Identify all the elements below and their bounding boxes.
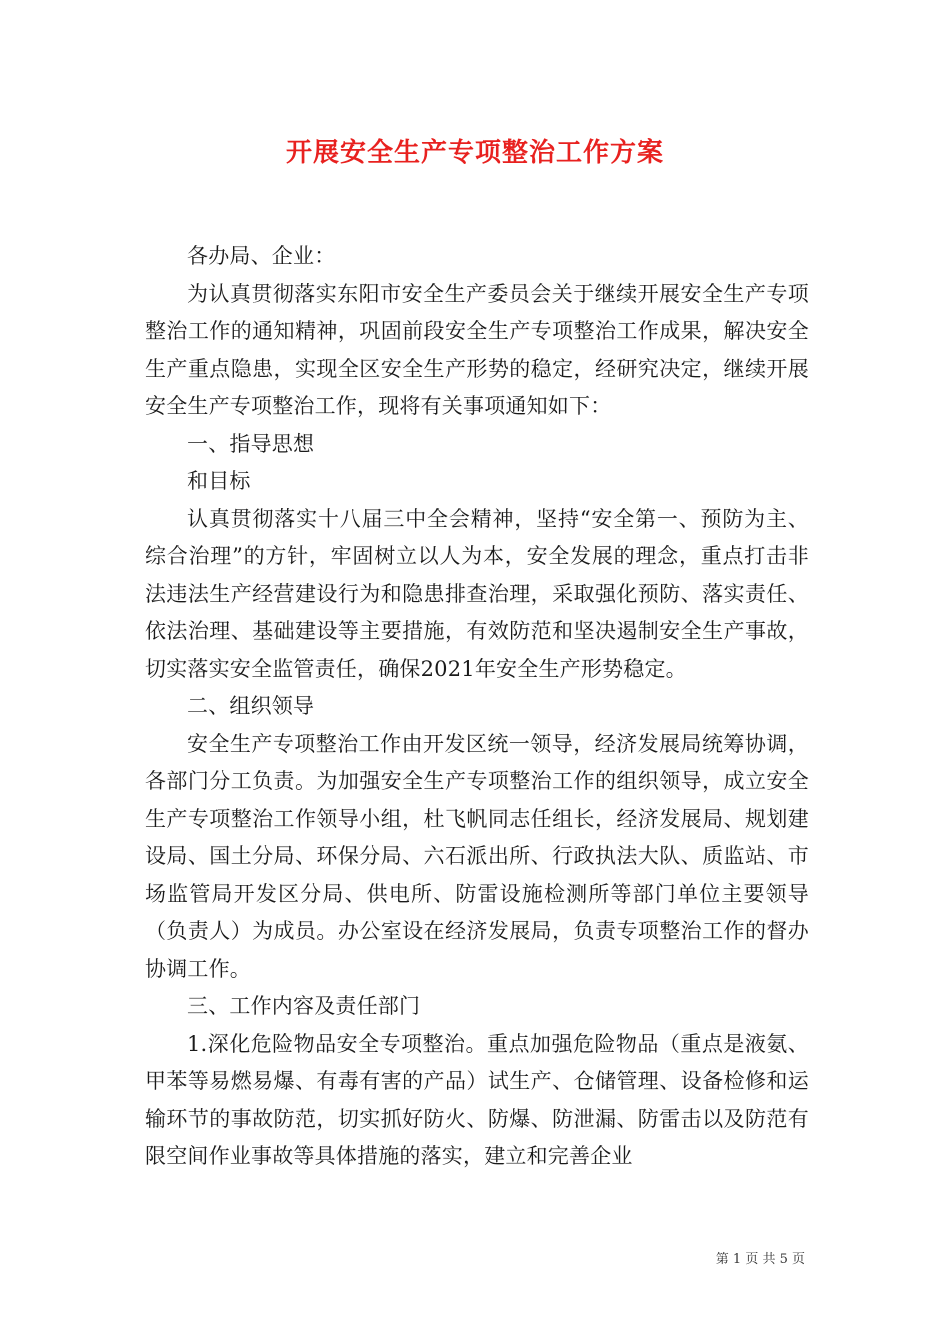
section-heading-1: 一、指导思想 [187,431,315,456]
section-heading-2: 二、组织领导 [187,694,315,718]
work-content-paragraph-1: 1.深化危险物品安全专项整治。重点加强危险物品（重点是液氨、甲苯等易燃易爆、有毒有害的产品）试生产、仓储管理、设备检修和运输环节的事故防范，切实抓好防火、防爆、防泄漏、防雷击以及防范有限空间作业事故等具体措施的落实，建立和完善企业 [145,1031,809,1168]
section-heading-1-cont: 和目标 [187,469,251,493]
page-number-footer: 第 1 页 共 5 页 [715,1252,805,1267]
document-title: 开展安全生产专项整治工作方案 [285,138,664,168]
guiding-thought-paragraph: 认真贯彻落实十八届三中全会精神，坚持“安全第一、预防为主、综合治理”的方针，牢固树立以人为本，安全发展的理念，重点打击非法违法生产经营建设行为和隐患排查治理，采取强化预防、落实责任、依法治理、基础建设等主要措施，有效防范和坚决遏制安全生产事故，切实落实安全监管责任，确保2021年安全生产形势稳定。 [145,506,809,681]
organization-paragraph: 安全生产专项整治工作由开发区统一领导，经济发展局统筹协调，各部门分工负责。为加强安全生产专项整治工作的组织领导，成立安全生产专项整治工作领导小组，杜飞帆同志任组长，经济发展局、规划建设局、国土分局、环保分局、六石派出所、行政执法大队、质监站、市场监管局开发区分局、供电所、防雷设施检测所等部门单位主要领导（负责人）为成员。办公室设在经济发展局，负责专项整治工作的督办协调工作。 [145,731,809,981]
section-heading-3: 三、工作内容及责任部门 [187,994,421,1018]
intro-paragraph: 为认真贯彻落实东阳市安全生产委员会关于继续开展安全生产专项整治工作的通知精神，巩固前段安全生产专项整治工作成果，解决安全生产重点隐患，实现全区安全生产形势的稳定，经研究决定，继续开展安全生产专项整治工作，现将有关事项通知如下： [145,281,809,418]
salutation-paragraph: 各办局、企业： [187,244,336,268]
document-body [145,238,809,1176]
